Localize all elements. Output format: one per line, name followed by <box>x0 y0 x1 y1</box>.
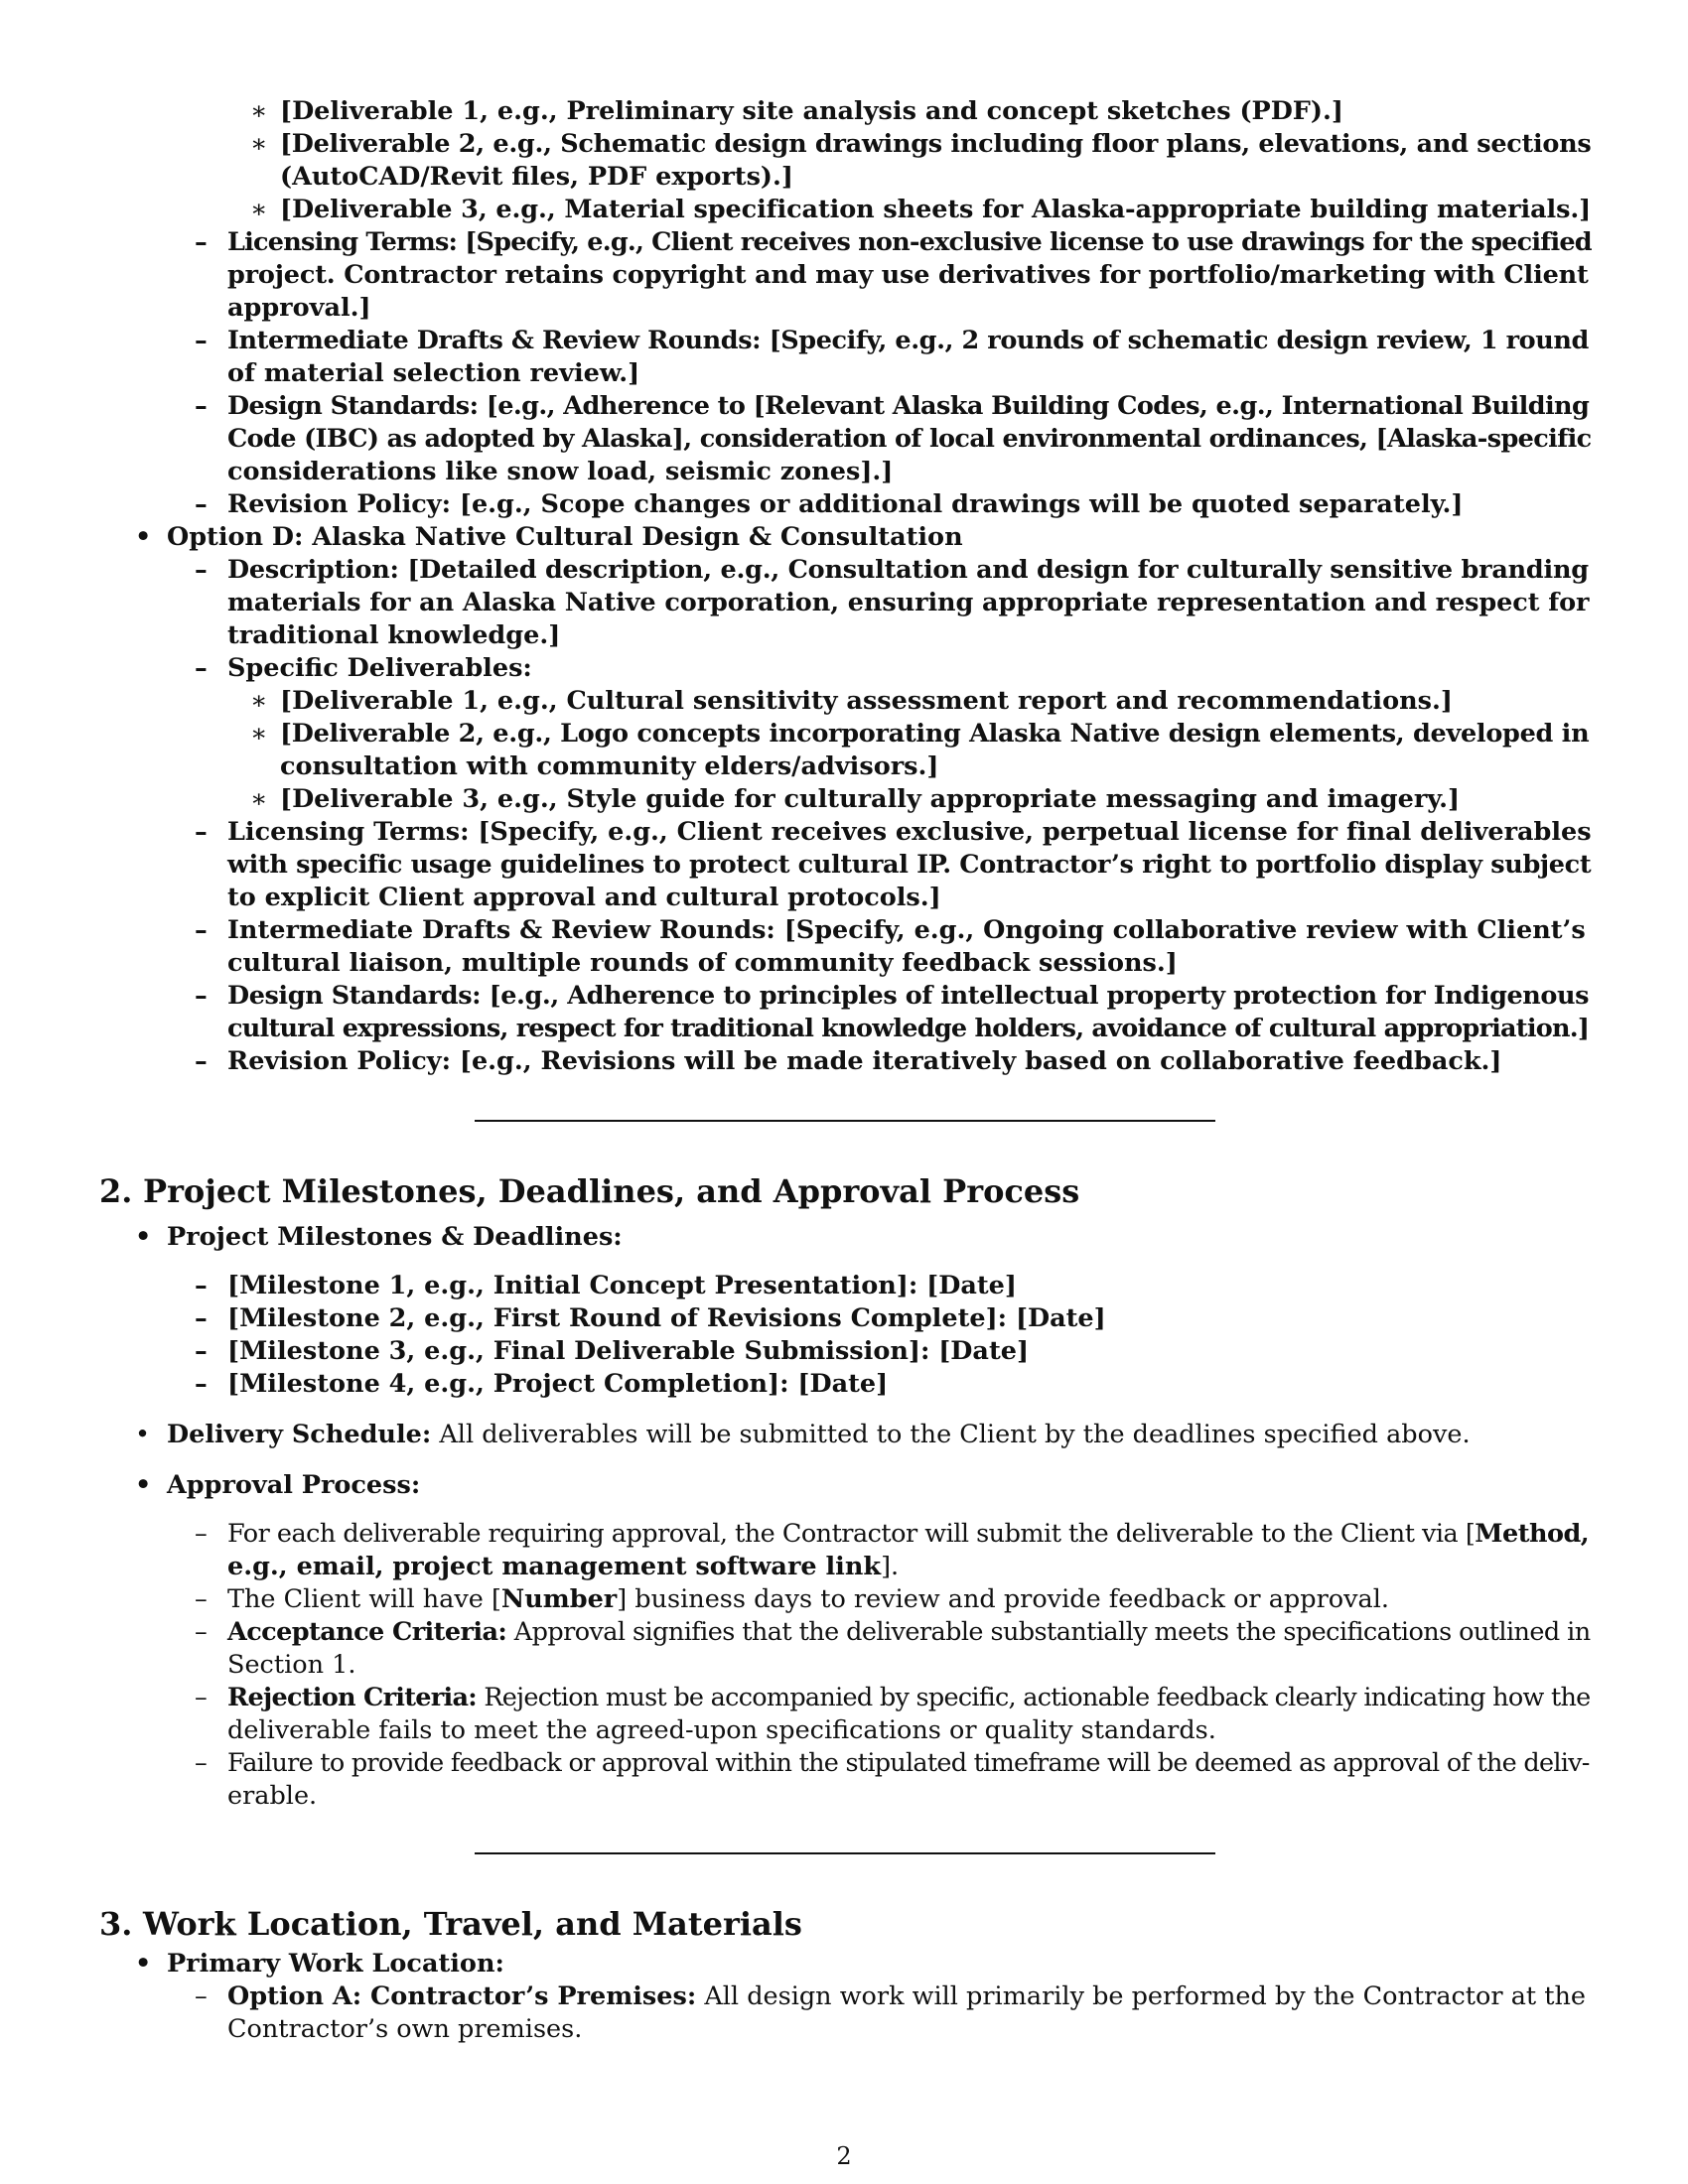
list-item: – Design Standards: [e.g., Adherence to principles of intellectual property protection for Indigenous <box>195 981 1590 1011</box>
list-item-cont: materials for an Alaska Native corporation, ensuring appropriate representation and respect for <box>227 588 1590 617</box>
list-item: ∗ [Deliverable 2, e.g., Logo concepts incorporating Alaska Native design elements, developed in <box>250 719 1590 749</box>
list-item-cont: project. Contractor retains copyright and may use derivatives for portfolio/marketing with Client <box>227 260 1589 290</box>
list-item: ∗ [Deliverable 3, e.g., Material specification sheets for Alaska-appropriate building materials.] <box>250 195 1592 224</box>
list-item-cont: Code (IBC) as adopted by Alaska], consideration of local environmental ordinances, [Alaska-specific <box>227 424 1592 454</box>
list-item-cont: considerations like snow load, seismic zones].] <box>227 457 894 486</box>
list-item: – The Client will have [Number] business days to review and provide feedback or approval. <box>195 1584 1389 1614</box>
list-item-cont: approval.] <box>227 293 371 323</box>
list-item-cont: Contractor’s own premises. <box>227 2014 583 2044</box>
milestone-item: – [Milestone 2, e.g., First Round of Revisions Complete]: [Date] <box>195 1303 1106 1333</box>
list-item: – Specific Deliverables: <box>195 653 532 683</box>
section-heading: 2. Project Milestones, Deadlines, and Approval Process <box>99 1172 1080 1210</box>
list-item: • Project Milestones & Deadlines: <box>135 1222 623 1252</box>
list-item: – For each deliverable requiring approval, the Contractor will submit the deliverable to the Client via [Method, <box>195 1519 1590 1549</box>
list-item: ∗ [Deliverable 1, e.g., Preliminary site analysis and concept sketches (PDF).] <box>250 96 1343 126</box>
list-item-cont: to explicit Client approval and cultural protocols.] <box>227 883 941 912</box>
list-item-cont: Section 1. <box>227 1650 356 1680</box>
list-item: • Approval Process: <box>135 1470 421 1500</box>
milestone-item: – [Milestone 4, e.g., Project Completion]: [Date] <box>195 1369 889 1399</box>
milestone-item: – [Milestone 3, e.g., Final Deliverable Submission]: [Date] <box>195 1336 1030 1366</box>
list-item-cont: cultural expressions, respect for traditional knowledge holders, avoidance of cultural appropriation.] <box>227 1014 1590 1043</box>
list-item: • Delivery Schedule: All deliverables will be submitted to the Client by the deadlines specified above. <box>135 1420 1471 1449</box>
list-item: – Failure to provide feedback or approval within the stipulated timeframe will be deemed as approval of the deliv- <box>195 1748 1590 1778</box>
document-page <box>99 95 1592 2046</box>
list-item-cont: cultural liaison, multiple rounds of community feedback sessions.] <box>227 948 1178 978</box>
list-item: – Licensing Terms: [Specify, e.g., Client receives non-exclusive license to use drawings for the specified <box>195 227 1592 257</box>
list-item: ∗ [Deliverable 3, e.g., Style guide for culturally appropriate messaging and imagery.] <box>250 784 1461 814</box>
option-d-heading: • Option D: Alaska Native Cultural Design & Consultation <box>135 522 963 552</box>
list-item-cont: consultation with community elders/advisors.] <box>280 751 939 781</box>
list-item: • Primary Work Location: <box>135 1949 504 1979</box>
list-item-cont: deliverable fails to meet the agreed-upon specifications or quality standards. <box>227 1715 1216 1745</box>
milestone-item: – [Milestone 1, e.g., Initial Concept Presentation]: [Date] <box>195 1271 1017 1300</box>
list-item: – Licensing Terms: [Specify, e.g., Client receives exclusive, perpetual license for final deliverables <box>195 817 1592 847</box>
list-item: – Description: [Detailed description, e.g., Consultation and design for culturally sensitive branding <box>195 555 1589 585</box>
list-item: – Option A: Contractor’s Premises: All design work will primarily be performed by the Contractor at the <box>195 1981 1587 2011</box>
list-item: – Revision Policy: [e.g., Revisions will be made iteratively based on collaborative feedback.] <box>195 1046 1502 1076</box>
list-item-cont: erable. <box>227 1781 318 1811</box>
list-item-cont: traditional knowledge.] <box>227 620 561 650</box>
list-item: – Intermediate Drafts & Review Rounds: [Specify, e.g., 2 rounds of schematic design review, 1 round <box>195 326 1589 355</box>
list-item: ∗ [Deliverable 2, e.g., Schematic design drawings including floor plans, elevations, and sections <box>250 129 1592 159</box>
page-number: 2 <box>836 2142 852 2170</box>
list-item: – Rejection Criteria: Rejection must be accompanied by specific, actionable feedback clearly indicating how the <box>195 1683 1591 1712</box>
list-item-cont: with specific usage guidelines to protect cultural IP. Contractor’s right to portfolio display subject <box>227 850 1592 880</box>
list-item-cont: of material selection review.] <box>227 358 640 388</box>
list-item-cont: (AutoCAD/Revit files, PDF exports).] <box>280 162 793 192</box>
list-item: – Design Standards: [e.g., Adherence to [Relevant Alaska Building Codes, e.g., International Building <box>195 391 1590 421</box>
list-item: – Intermediate Drafts & Review Rounds: [Specify, e.g., Ongoing collaborative review with Client’s <box>195 915 1586 945</box>
list-item: – Acceptance Criteria: Approval signifies that the deliverable substantially meets the specifications outlined in <box>195 1617 1591 1647</box>
list-item: ∗ [Deliverable 1, e.g., Cultural sensitivity assessment report and recommendations.] <box>250 686 1453 716</box>
section-heading: 3. Work Location, Travel, and Materials <box>99 1905 802 1943</box>
list-item: – Revision Policy: [e.g., Scope changes or additional drawings will be quoted separately.] <box>195 489 1464 519</box>
list-item-cont: e.g., email, project management software link]. <box>227 1552 900 1581</box>
